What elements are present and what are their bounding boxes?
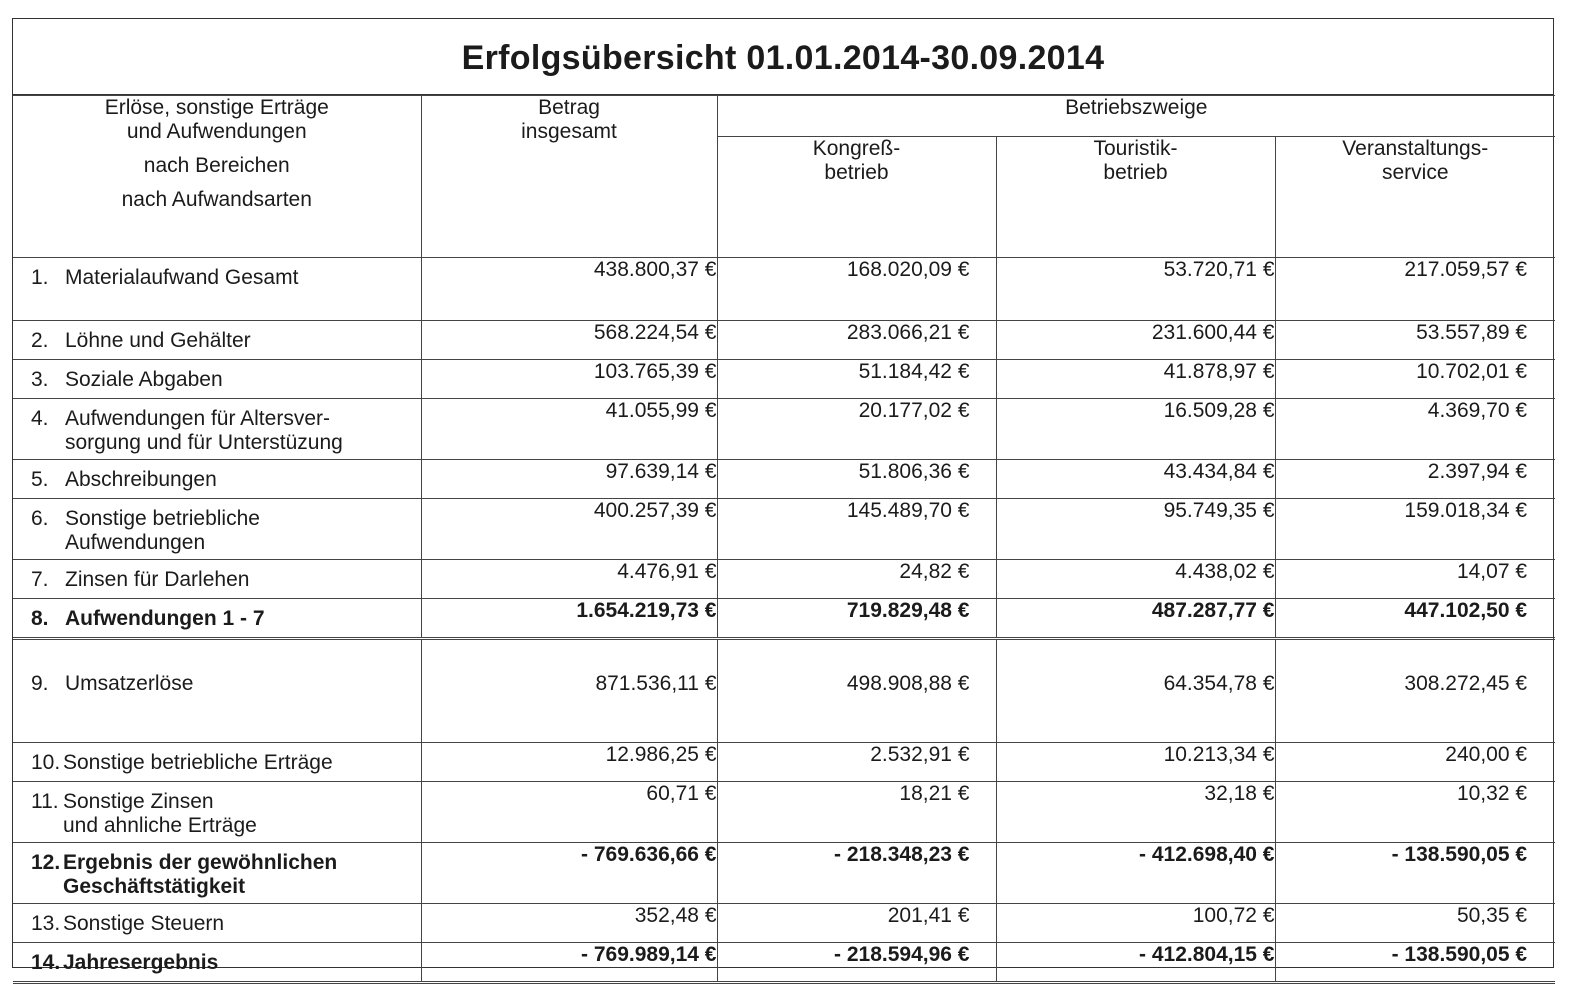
- row-label-cell: [13, 321, 421, 360]
- row-number: 13.: [31, 912, 61, 935]
- row-label-line: Aufwendungen 1 - 7: [65, 607, 265, 630]
- amount-total-cell: - 769.636,66 €: [421, 843, 717, 904]
- header-label-line: und Aufwendungen: [126, 120, 307, 143]
- amount-touristik-cell: 231.600,44 €: [996, 321, 1275, 360]
- branches-group-header: Betriebszweige: [717, 96, 1555, 137]
- amount-kongress-cell: 24,82 €: [717, 560, 996, 599]
- row-label-cell: [13, 360, 421, 399]
- row-number: 3.: [31, 368, 49, 391]
- table-row: [13, 743, 1555, 782]
- row-label-line: Aufwendungen für Altersver-: [65, 407, 330, 430]
- row-label-cell: [13, 904, 421, 943]
- row-label-cell: [13, 743, 421, 782]
- amount-kongress-cell: 145.489,70 €: [717, 499, 996, 560]
- amount-veranstaltung-cell: 240,00 €: [1275, 743, 1555, 782]
- row-number: 2.: [31, 329, 49, 352]
- amount-touristik-cell: 100,72 €: [996, 904, 1275, 943]
- branch-header-line: Touristik-: [1093, 137, 1178, 160]
- amount-veranstaltung-cell: 14,07 €: [1275, 560, 1555, 599]
- table-row: [13, 904, 1555, 943]
- row-label-cell: [13, 639, 421, 743]
- amount-kongress-cell: 498.908,88 €: [717, 639, 996, 743]
- row-number: 7.: [31, 568, 49, 591]
- row-label-line: und ahnliche Erträge: [63, 814, 257, 837]
- row-label-line: Umsatzerlöse: [65, 672, 194, 695]
- amount-kongress-cell: 168.020,09 €: [717, 258, 996, 321]
- row-label: [63, 951, 218, 975]
- amount-kongress-cell: 283.066,21 €: [717, 321, 996, 360]
- amount-veranstaltung-cell: - 138.590,05 €: [1275, 943, 1555, 983]
- row-label-cell: [13, 499, 421, 560]
- row-label-line: Sonstige betriebliche Erträge: [63, 751, 333, 774]
- row-label-line: Sonstige betriebliche: [65, 507, 260, 530]
- row-number: 10.: [31, 751, 61, 774]
- amount-kongress-cell: 201,41 €: [717, 904, 996, 943]
- row-label-line: Ergebnis der gewöhnlichen: [63, 851, 338, 874]
- amount-veranstaltung-cell: 10,32 €: [1275, 782, 1555, 843]
- amount-total-cell: 4.476,91 €: [421, 560, 717, 599]
- row-label-line: Aufwendungen: [65, 531, 206, 554]
- row-label-line: Geschäftstätigkeit: [63, 875, 246, 898]
- amount-veranstaltung-cell: 2.397,94 €: [1275, 460, 1555, 499]
- amount-touristik-cell: 32,18 €: [996, 782, 1275, 843]
- branch-header-line: service: [1382, 161, 1449, 184]
- header-label-line: nach Bereichen: [143, 154, 290, 177]
- row-label-line: Zinsen für Darlehen: [65, 568, 250, 591]
- label-column-header: [13, 96, 421, 258]
- row-label-cell: [13, 943, 421, 983]
- amount-touristik-cell: 41.878,97 €: [996, 360, 1275, 399]
- row-label: [63, 751, 333, 775]
- table-row: [13, 321, 1555, 360]
- amount-veranstaltung-cell: 308.272,45 €: [1275, 639, 1555, 743]
- row-number: 9.: [31, 672, 49, 695]
- row-label-line: Sonstige Steuern: [63, 912, 225, 935]
- amount-kongress-cell: 719.829,48 €: [717, 599, 996, 639]
- row-number: 8.: [31, 607, 49, 630]
- amount-touristik-cell: 43.434,84 €: [996, 460, 1275, 499]
- results-rows: [13, 258, 1555, 983]
- amount-touristik-cell: 16.509,28 €: [996, 399, 1275, 460]
- amount-touristik-cell: 64.354,78 €: [996, 639, 1275, 743]
- amount-touristik-cell: 487.287,77 €: [996, 599, 1275, 639]
- amount-touristik-cell: 10.213,34 €: [996, 743, 1275, 782]
- amount-veranstaltung-cell: 447.102,50 €: [1275, 599, 1555, 639]
- amount-total-cell: 352,48 €: [421, 904, 717, 943]
- row-label: [65, 507, 260, 555]
- row-label: [65, 368, 223, 392]
- row-label: [65, 607, 265, 631]
- amount-kongress-cell: - 218.594,96 €: [717, 943, 996, 983]
- branch-header-line: betrieb: [1103, 161, 1168, 184]
- table-row: [13, 843, 1555, 904]
- row-label: [65, 407, 343, 455]
- amount-total-cell: 400.257,39 €: [421, 499, 717, 560]
- row-number: 1.: [31, 266, 49, 289]
- row-label-cell: [13, 599, 421, 639]
- row-number: 12.: [31, 851, 61, 874]
- branch-header-line: Kongreß-: [812, 137, 901, 160]
- table-row: [13, 499, 1555, 560]
- amount-kongress-cell: 51.184,42 €: [717, 360, 996, 399]
- row-label-cell: [13, 560, 421, 599]
- table-row: [13, 460, 1555, 499]
- row-label-line: Abschreibungen: [65, 468, 217, 491]
- header-label-line: nach Aufwandsarten: [121, 188, 312, 211]
- row-number: 11.: [31, 790, 59, 813]
- amount-total-cell: - 769.989,14 €: [421, 943, 717, 983]
- row-label: [63, 912, 224, 936]
- amount-touristik-cell: 53.720,71 €: [996, 258, 1275, 321]
- row-label-line: Soziale Abgaben: [65, 368, 223, 391]
- amount-veranstaltung-cell: 53.557,89 €: [1275, 321, 1555, 360]
- amount-veranstaltung-cell: 50,35 €: [1275, 904, 1555, 943]
- amount-touristik-cell: 95.749,35 €: [996, 499, 1275, 560]
- branch-header-veranstaltung: [1275, 137, 1555, 258]
- row-label-line: sorgung und für Unterstüzung: [65, 431, 343, 454]
- amount-kongress-cell: 2.532,91 €: [717, 743, 996, 782]
- branch-header-kongress: [717, 137, 996, 258]
- page-title: Erfolgsübersicht 01.01.2014-30.09.2014: [13, 19, 1553, 95]
- amount-total-cell: 103.765,39 €: [421, 360, 717, 399]
- amount-total-cell: 568.224,54 €: [421, 321, 717, 360]
- row-label-cell: [13, 399, 421, 460]
- table-row: [13, 560, 1555, 599]
- row-label-cell: [13, 258, 421, 321]
- row-number: 14.: [31, 951, 61, 974]
- table-row: [13, 782, 1555, 843]
- amount-veranstaltung-cell: 217.059,57 €: [1275, 258, 1555, 321]
- row-number: 5.: [31, 468, 49, 491]
- table-row: [13, 258, 1555, 321]
- row-label-line: Sonstige Zinsen: [63, 790, 214, 813]
- row-label-line: Jahresergebnis: [63, 951, 219, 974]
- amount-touristik-cell: 4.438,02 €: [996, 560, 1275, 599]
- amount-total-cell: 97.639,14 €: [421, 460, 717, 499]
- amount-total-cell: 871.536,11 €: [421, 639, 717, 743]
- amount-total-cell: 12.986,25 €: [421, 743, 717, 782]
- row-number: 6.: [31, 507, 49, 530]
- header-label-line: Erlöse, sonstige Erträge: [104, 96, 329, 119]
- row-label: [65, 672, 193, 696]
- amount-kongress-cell: 20.177,02 €: [717, 399, 996, 460]
- amount-total-cell: 41.055,99 €: [421, 399, 717, 460]
- row-label-line: Materialaufwand Gesamt: [65, 266, 299, 289]
- row-label: [63, 790, 257, 838]
- amount-veranstaltung-cell: - 138.590,05 €: [1275, 843, 1555, 904]
- amount-touristik-cell: - 412.804,15 €: [996, 943, 1275, 983]
- branch-header-line: betrieb: [824, 161, 889, 184]
- amount-total-cell: 1.654.219,73 €: [421, 599, 717, 639]
- row-label: [65, 329, 251, 353]
- amount-veranstaltung-cell: 4.369,70 €: [1275, 399, 1555, 460]
- amount-touristik-cell: - 412.698,40 €: [996, 843, 1275, 904]
- amount-veranstaltung-cell: 159.018,34 €: [1275, 499, 1555, 560]
- row-label-cell: [13, 782, 421, 843]
- table-row: [13, 399, 1555, 460]
- table-row: [13, 639, 1555, 743]
- table-row: [13, 360, 1555, 399]
- row-label: [65, 568, 249, 592]
- row-label: [65, 468, 217, 492]
- branch-header-line: Veranstaltungs-: [1342, 137, 1489, 160]
- table-row: [13, 599, 1555, 639]
- table-row: [13, 943, 1555, 983]
- branch-header-touristik: [996, 137, 1275, 258]
- amount-column-header: [421, 96, 717, 258]
- results-table: [13, 95, 1555, 984]
- amount-kongress-cell: 51.806,36 €: [717, 460, 996, 499]
- amount-header-line: Betrag: [538, 96, 600, 119]
- header-row-1: [13, 96, 1555, 137]
- row-label-line: Löhne und Gehälter: [65, 329, 251, 352]
- amount-total-cell: 438.800,37 €: [421, 258, 717, 321]
- results-sheet: [12, 18, 1554, 974]
- row-label: [63, 851, 337, 899]
- row-number: 4.: [31, 407, 49, 430]
- row-label-cell: [13, 460, 421, 499]
- row-label-cell: [13, 843, 421, 904]
- amount-header-line: insgesamt: [521, 120, 617, 143]
- amount-kongress-cell: 18,21 €: [717, 782, 996, 843]
- amount-veranstaltung-cell: 10.702,01 €: [1275, 360, 1555, 399]
- amount-total-cell: 60,71 €: [421, 782, 717, 843]
- amount-kongress-cell: - 218.348,23 €: [717, 843, 996, 904]
- row-label: [65, 266, 298, 290]
